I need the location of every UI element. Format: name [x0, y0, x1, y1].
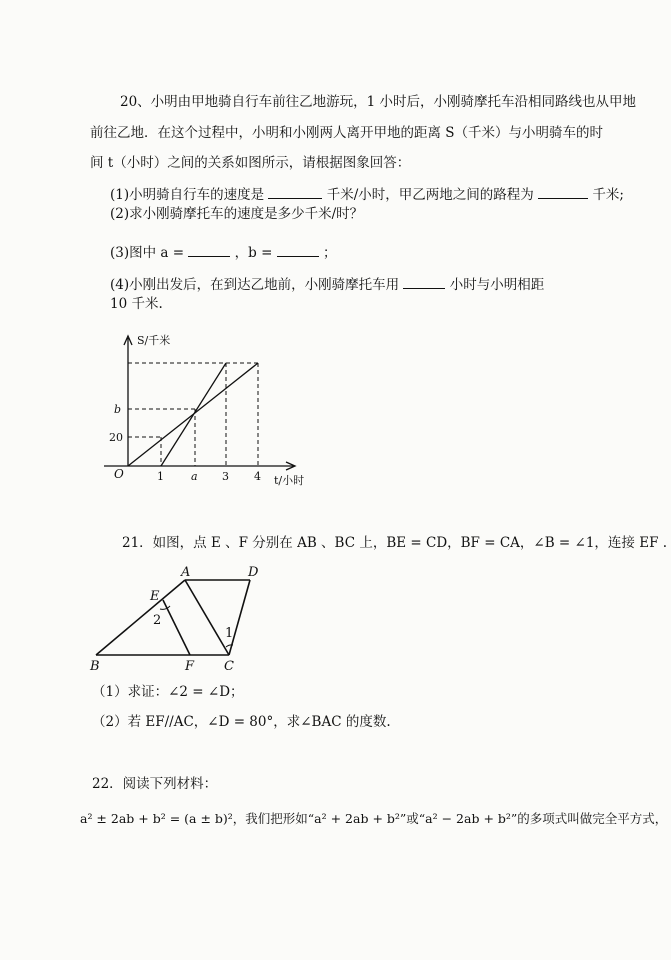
- q20-part3-text-c: ；: [323, 245, 337, 261]
- q20-part3-text-b: ，b =: [234, 245, 273, 261]
- q20-line2: 前往乙地．在这个过程中，小明和小刚两人离开甲地的距离 S（千米）与小明骑车的时: [90, 125, 604, 141]
- segment-ac: [185, 580, 229, 655]
- q20-line1: 20、小明由甲地骑自行车前往乙地游玩，1 小时后，小刚骑摩托车沿相同路线也从甲地: [120, 94, 637, 110]
- label-angle-1: 1: [225, 626, 234, 641]
- q21-stem: 21．如图，点 E 、F 分别在 AB 、BC 上，BE = CD，BF = CA，∠B = ∠1，连接 EF .: [122, 535, 668, 551]
- label-angle-2: 2: [153, 613, 162, 628]
- tick-label-a: a: [191, 470, 198, 483]
- q20-part1-text-a: (1)小明骑自行车的速度是: [110, 187, 265, 203]
- segment-dc: [229, 580, 250, 655]
- label-e: E: [150, 589, 160, 604]
- q22-formula: a² ± 2ab + b² = (a ± b)²，我们把形如“a² + 2ab + b²”或“a² − 2ab + b²”的多项式叫做完全平方式，: [80, 811, 668, 826]
- origin-label: O: [114, 467, 124, 481]
- label-a: A: [181, 565, 191, 580]
- tick-label-20: 20: [109, 431, 123, 444]
- q20-part1-text-b: 千米/小时，甲乙两地之间的路程为: [326, 187, 534, 203]
- tick-label-1: 1: [157, 470, 164, 483]
- tick-label-b: b: [114, 403, 122, 416]
- label-c: C: [224, 659, 234, 674]
- q20-part1-text-c: 千米;: [592, 187, 624, 203]
- q21-part1: （1）求证：∠2 = ∠D；: [92, 684, 244, 700]
- q20-part3-text-a: (3)图中 a =: [110, 245, 185, 261]
- q20-part4-text-b: 小时与小明相距: [449, 277, 545, 293]
- q22-title: 22．阅读下列材料：: [92, 776, 218, 792]
- q21-part2: （2）若 EF//AC，∠D = 80°，求∠BAC 的度数.: [92, 714, 391, 730]
- q20-part4-text-a: (4)小刚出发后，在到达乙地前，小刚骑摩托车用: [110, 277, 400, 293]
- angle-2-arc: [160, 606, 170, 609]
- q20-part2: (2)求小刚骑摩托车的速度是多少千米/时？: [110, 206, 364, 222]
- q20-part4-cont: 10 千米.: [110, 296, 163, 312]
- label-b: B: [90, 659, 100, 674]
- label-f: F: [185, 659, 195, 674]
- x-axis-label: t/小时: [274, 474, 305, 487]
- q20-line3: 间 t（小时）之间的关系如图所示，请根据图象回答：: [90, 155, 411, 171]
- y-axis-label: S/千米: [137, 334, 171, 347]
- label-d: D: [248, 565, 259, 580]
- tick-label-3: 3: [222, 470, 229, 483]
- tick-label-4: 4: [254, 470, 261, 483]
